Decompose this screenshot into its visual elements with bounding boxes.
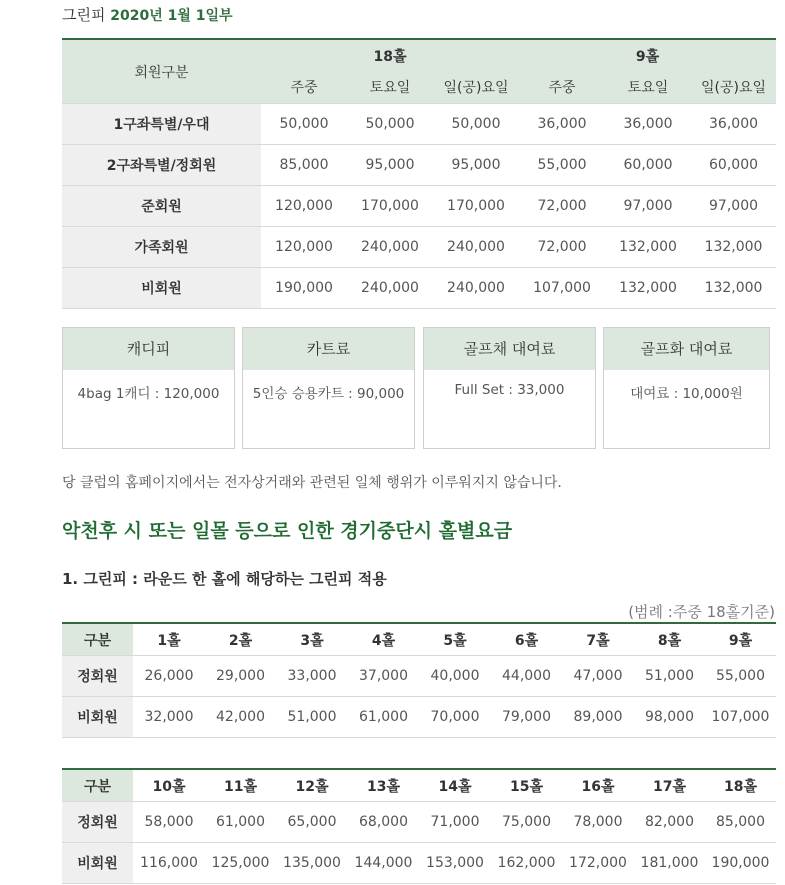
fee-cell: 120,000: [261, 227, 347, 268]
hole-header: 11홀: [205, 769, 276, 802]
fee-cell: 79,000: [491, 697, 562, 738]
hole-header: 17홀: [634, 769, 705, 802]
fee-cell: 36,000: [691, 104, 776, 145]
fee-cell: 82,000: [634, 802, 705, 843]
title-prefix: 그린피: [62, 6, 106, 24]
header-sunday-holiday: 일(공)요일: [691, 71, 776, 104]
fee-cell: 181,000: [634, 843, 705, 884]
hole-header: 9홀: [705, 623, 776, 656]
box-value: 대여료 : 10,000원: [630, 386, 743, 402]
table-row: [62, 227, 776, 268]
fee-cell: 36,000: [519, 104, 605, 145]
fee-cell: 132,000: [691, 268, 776, 309]
category-header: 구분: [62, 769, 133, 802]
table-row: [62, 186, 776, 227]
hole-header: 13홀: [348, 769, 419, 802]
fee-cell: 47,000: [562, 656, 634, 697]
fee-cell: 120,000: [261, 186, 347, 227]
row-label: 비회원: [62, 268, 261, 309]
table-row: [62, 843, 776, 884]
fee-cell: 50,000: [433, 104, 519, 145]
hole-header: 1홀: [133, 623, 205, 656]
box-title: 골프채 대여료: [424, 328, 595, 370]
header-18-holes: 18홀: [261, 39, 519, 71]
fee-cell: 70,000: [419, 697, 491, 738]
fee-cell: 135,000: [276, 843, 348, 884]
fee-cell: 190,000: [261, 268, 347, 309]
table-row: [62, 268, 776, 309]
box-value: 5인승 승용카트 : 90,000: [252, 386, 405, 402]
fee-cell: 60,000: [691, 145, 776, 186]
table-row: [62, 656, 776, 697]
hole-fee-table-front: [62, 622, 776, 738]
fee-cell: 97,000: [605, 186, 691, 227]
green-fee-table: [62, 38, 776, 309]
fee-cell: 97,000: [691, 186, 776, 227]
fee-cell: 98,000: [634, 697, 705, 738]
fee-cell: 33,000: [276, 656, 348, 697]
hole-header: 8홀: [634, 623, 705, 656]
fee-cell: 95,000: [347, 145, 433, 186]
fee-cell: 190,000: [705, 843, 776, 884]
hole-header: 18홀: [705, 769, 776, 802]
fee-cell: 55,000: [519, 145, 605, 186]
header-saturday: 토요일: [605, 71, 691, 104]
section-title: 악천후 시 또는 일몰 등으로 인한 경기중단시 홀별요금: [62, 520, 513, 542]
fee-cell: 72,000: [519, 186, 605, 227]
fee-cell: 32,000: [133, 697, 205, 738]
hole-header: 6홀: [491, 623, 562, 656]
hole-fee-table-back: [62, 768, 776, 884]
fee-cell: 132,000: [691, 227, 776, 268]
fee-cell: 51,000: [276, 697, 348, 738]
fee-cell: 36,000: [605, 104, 691, 145]
fee-cell: 68,000: [348, 802, 419, 843]
row-label: 2구좌특별/정회원: [62, 145, 261, 186]
header-9-holes: 9홀: [519, 39, 776, 71]
fee-cell: 60,000: [605, 145, 691, 186]
header-sunday-holiday: 일(공)요일: [433, 71, 519, 104]
table-row: [62, 697, 776, 738]
header-weekday: 주중: [261, 71, 347, 104]
fee-cell: 170,000: [347, 186, 433, 227]
fee-cell: 75,000: [491, 802, 562, 843]
fee-cell: 132,000: [605, 227, 691, 268]
hole-header: 2홀: [205, 623, 276, 656]
fee-cell: 29,000: [205, 656, 276, 697]
fee-cell: 107,000: [705, 697, 776, 738]
row-label: 비회원: [62, 697, 133, 738]
table-row: [62, 802, 776, 843]
fee-cell: 162,000: [491, 843, 562, 884]
fee-cell: 170,000: [433, 186, 519, 227]
member-type-header: 회원구분: [62, 39, 261, 104]
fee-cell: 125,000: [205, 843, 276, 884]
fee-cell: 55,000: [705, 656, 776, 697]
fee-cell: 153,000: [419, 843, 491, 884]
fee-cell: 116,000: [133, 843, 205, 884]
fee-cell: 40,000: [419, 656, 491, 697]
row-label: 정회원: [62, 656, 133, 697]
box-title: 캐디피: [63, 328, 234, 370]
fee-cell: 240,000: [433, 268, 519, 309]
ecommerce-notice: 당 클럽의 홈페이지에서는 전자상거래와 관련된 일체 행위가 이루워지지 않습니다.: [62, 475, 562, 491]
fee-cell: 44,000: [491, 656, 562, 697]
fee-cell: 58,000: [133, 802, 205, 843]
hole-header: 16홀: [562, 769, 634, 802]
fee-cell: 50,000: [261, 104, 347, 145]
fee-cell: 107,000: [519, 268, 605, 309]
hole-header: 3홀: [276, 623, 348, 656]
fee-cell: 240,000: [433, 227, 519, 268]
caddie-fee-box: [62, 327, 235, 449]
fee-cell: 132,000: [605, 268, 691, 309]
row-label: 비회원: [62, 843, 133, 884]
fee-cell: 144,000: [348, 843, 419, 884]
box-title: 골프화 대여료: [604, 328, 769, 370]
fee-cell: 78,000: [562, 802, 634, 843]
sub-title: 1. 그린피 : 라운드 한 홀에 해당하는 그린피 적용: [62, 570, 387, 588]
title-date: 2020년 1월 1일부: [110, 8, 233, 24]
fee-cell: 89,000: [562, 697, 634, 738]
hole-header: 10홀: [133, 769, 205, 802]
fee-cell: 240,000: [347, 227, 433, 268]
legend-note: (범례 :주중 18홀기준): [628, 603, 775, 621]
row-label: 가족회원: [62, 227, 261, 268]
cart-fee-box: [242, 327, 415, 449]
fee-cell: 50,000: [347, 104, 433, 145]
fee-cell: 51,000: [634, 656, 705, 697]
table-row: [62, 104, 776, 145]
hole-header: 15홀: [491, 769, 562, 802]
hole-header: 12홀: [276, 769, 348, 802]
fee-cell: 240,000: [347, 268, 433, 309]
box-value: Full Set : 33,000: [454, 382, 565, 398]
category-header: 구분: [62, 623, 133, 656]
fee-cell: 61,000: [205, 802, 276, 843]
fee-cell: 37,000: [348, 656, 419, 697]
fee-cell: 85,000: [261, 145, 347, 186]
header-saturday: 토요일: [347, 71, 433, 104]
fee-cell: 71,000: [419, 802, 491, 843]
hole-header: 14홀: [419, 769, 491, 802]
hole-header: 4홀: [348, 623, 419, 656]
club-rental-box: [423, 327, 596, 449]
fee-cell: 65,000: [276, 802, 348, 843]
fee-cell: 42,000: [205, 697, 276, 738]
box-value: 4bag 1캐디 : 120,000: [77, 386, 220, 402]
box-title: 카트료: [243, 328, 414, 370]
fee-cell: 26,000: [133, 656, 205, 697]
fee-cell: 172,000: [562, 843, 634, 884]
table-row: [62, 145, 776, 186]
row-label: 1구좌특별/우대: [62, 104, 261, 145]
hole-header: 7홀: [562, 623, 634, 656]
page-title: [62, 4, 233, 25]
row-label: 정회원: [62, 802, 133, 843]
fee-cell: 95,000: [433, 145, 519, 186]
fee-cell: 85,000: [705, 802, 776, 843]
fee-cell: 72,000: [519, 227, 605, 268]
hole-header: 5홀: [419, 623, 491, 656]
row-label: 준회원: [62, 186, 261, 227]
fee-cell: 61,000: [348, 697, 419, 738]
header-weekday: 주중: [519, 71, 605, 104]
shoe-rental-box: [603, 327, 770, 449]
